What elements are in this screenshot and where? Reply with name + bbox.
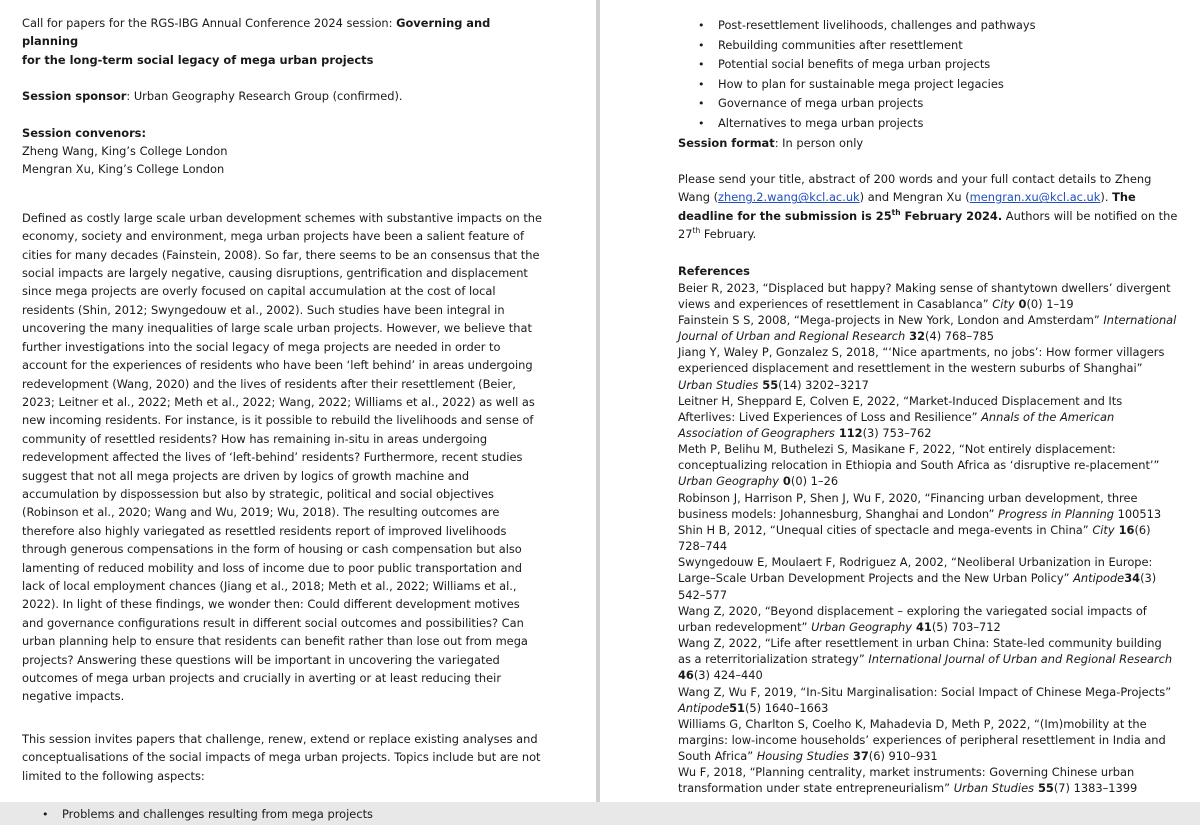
session-format: Session format: In person only	[678, 135, 864, 150]
list-item: • Post-resettlement livelihoods, challenges and pathways	[678, 16, 1178, 36]
reference-entry	[678, 635, 1178, 683]
reference-authors-title: Wu F, 2018, “Planning centrality, market instruments: Governing Chinese urban transformation under state entrepreneurialism”	[678, 765, 1135, 796]
invite-paragraph: This session invites papers that challenge, renew, extend or replace existing analyses and conceptualisations of the social impacts of mega urban projects. Topics include but are not limited to the following aspects:	[22, 731, 541, 783]
reference-entry	[678, 522, 1178, 554]
topic-list-right	[678, 16, 1178, 134]
reference-journal: Housing Studies	[756, 749, 849, 764]
reference-journal: City	[1092, 522, 1115, 537]
list-item: • Potential social benefits of mega urban projects	[678, 55, 1178, 75]
left-column	[22, 14, 542, 825]
reference-entry	[678, 603, 1178, 635]
email-link-mengran[interactable]: mengran.xu@kcl.ac.uk	[969, 190, 1101, 205]
reference-entry	[678, 280, 1178, 312]
submission-paragraph: Please send your title, abstract of 200 words and your full contact details to Zheng Wang (zheng.2.wang@kcl.ac.uk) and Mengran Xu (mengran.xu@kcl.ac.uk). The deadline for the submission is 25th February 2024. Authors will be notified on the 27th February.	[678, 171, 1178, 242]
convenor-1: Zheng Wang, King’s College London	[22, 144, 228, 159]
reference-authors-title: Williams G, Charlton S, Coelho K, Mahadevia D, Meth P, 2022, “(Im)mobility at the margins: low-income households’ experiences of peripheral resettlement in India and South Africa”	[678, 716, 1166, 764]
reference-journal: Urban Geography	[811, 619, 913, 634]
reference-entry	[678, 684, 1178, 716]
reference-pages: (0) 1–26	[790, 474, 839, 489]
reference-pages: (4) 768–785	[925, 329, 994, 344]
reference-volume: 32	[905, 329, 926, 344]
reference-journal: International Journal of Urban and Regional Research	[678, 312, 1177, 344]
reference-authors-title: Wang Z, 2022, “Life after resettlement in urban China: State-led community building as a reterritorialization strategy”	[678, 636, 1162, 667]
deadline: The deadline for the submission is 25th February 2024.	[678, 190, 1136, 223]
reference-entry	[678, 716, 1178, 764]
reference-entry	[678, 393, 1178, 441]
convenor-2: Mengran Xu, King’s College London	[22, 162, 225, 177]
right-column	[678, 14, 1178, 797]
reference-pages: (6) 728–744	[678, 522, 1151, 554]
reference-volume: 55	[1034, 781, 1054, 796]
session-title-line2: for the long-term social legacy of mega urban projects	[22, 52, 374, 67]
reference-volume: 16	[1114, 522, 1135, 537]
session-title: Governing and planning	[22, 16, 491, 49]
reference-journal: Antipode	[678, 700, 730, 715]
reference-pages: (0) 1–19	[1026, 296, 1074, 311]
reference-authors-title: Fainstein S S, 2008, “Mega-projects in New York, London and Amsterdam”	[678, 312, 1104, 327]
reference-journal: Annals of the American Association of Geographers	[678, 409, 1115, 440]
list-item: • Alternatives to mega urban projects	[678, 114, 1178, 134]
reference-volume: 37	[848, 749, 869, 764]
references-heading: References	[678, 263, 750, 278]
reference-volume: 46	[678, 668, 694, 683]
list-item: • Problems and challenges resulting from mega projects	[22, 805, 542, 825]
convenors-heading: Session convenors:	[22, 125, 147, 140]
reference-authors-title: Meth P, Belihu M, Buthelezi S, Masikane F, 2022, “Not entirely displacement: conceptualizing relocation in Ethiopia and South Africa as ‘disruptive re-placement’”	[678, 442, 1160, 473]
reference-pages: (6) 910–931	[868, 749, 938, 764]
reference-pages: (3) 424–440	[693, 668, 763, 683]
list-item: • How to plan for sustainable mega project legacies	[678, 75, 1178, 95]
reference-authors-title: Swyngedouw E, Moulaert F, Rodriguez A, 2002, “Neoliberal Urbanization in Europe: Large–Scale Urban Development Projects and the New Urban Policy”	[678, 555, 1153, 586]
reference-journal: Urban Studies	[953, 781, 1035, 796]
reference-authors-title: Shin H B, 2012, “Unequal cities of spectacle and mega-events in China”	[678, 522, 1093, 537]
reference-entry	[678, 344, 1178, 392]
reference-pages: (14) 3202–3217	[778, 377, 869, 392]
reference-entry	[678, 490, 1178, 522]
reference-pages: (3) 542–577	[678, 571, 1157, 602]
call-title: Call for papers for the RGS-IBG Annual Conference 2024 session: Governing and planning for the long-term social legacy of mega urban projects	[22, 16, 491, 67]
reference-authors-title: Beier R, 2023, “Displaced but happy? Making sense of shantytown dwellers’ divergent views and experiences of resettlement in Casablanca”	[678, 280, 1171, 311]
reference-entry	[678, 554, 1178, 602]
document-page-left	[0, 0, 596, 822]
document-page-right	[600, 0, 1200, 802]
reference-pages: (7) 1383–1399	[1053, 781, 1138, 796]
reference-authors-title: Robinson J, Harrison P, Shen J, Wu F, 2020, “Financing urban development, three business models: Johannesburg, Shanghai and London”	[678, 490, 1138, 521]
reference-authors-title: Jiang Y, Waley P, Gonzalez S, 2018, “‘Nice apartments, no jobs’: How former villagers experienced displacement and resettlement in the western suburbs of Shanghai”	[678, 345, 1165, 376]
reference-authors-title: Wang Z, Wu F, 2019, “In-Situ Marginalisation: Social Impact of Chinese Mega-Projects”	[678, 684, 1172, 699]
reference-volume: 51	[729, 700, 745, 715]
reference-journal: Antipode	[1073, 571, 1125, 586]
reference-journal: Urban Geography	[678, 474, 779, 489]
session-sponsor: Session sponsor: Urban Geography Research Group (confirmed).	[22, 89, 403, 104]
reference-volume: 0	[1014, 296, 1027, 311]
reference-journal: International Journal of Urban and Regional Research	[868, 652, 1173, 667]
references-section	[678, 262, 1178, 797]
reference-journal: City	[992, 296, 1015, 311]
reference-pages: (5) 1640–1663	[744, 700, 829, 715]
reference-volume: 55	[758, 377, 779, 392]
reference-pages: (3) 753–762	[862, 426, 932, 440]
reference-volume: 112	[834, 426, 863, 440]
reference-pages: (5) 703–712	[931, 619, 1001, 634]
reference-list	[678, 280, 1178, 797]
list-item: • Governance of mega urban projects	[678, 94, 1178, 114]
reference-entry	[678, 764, 1178, 796]
reference-entry	[678, 441, 1178, 489]
topic-list-left	[22, 805, 542, 825]
reference-authors-title: Wang Z, 2020, “Beyond displacement – exploring the variegated social impacts of urban redevelopment”	[678, 603, 1147, 634]
email-link-zheng[interactable]: zheng.2.wang@kcl.ac.uk	[718, 190, 860, 205]
reference-journal: Urban Studies	[678, 377, 759, 392]
reference-volume: 41	[912, 619, 932, 634]
reference-volume: 0	[778, 474, 791, 489]
list-item: • Rebuilding communities after resettlement	[678, 36, 1178, 56]
reference-authors-title: Leitner H, Sheppard E, Colven E, 2022, “Market-Induced Displacement and Its Afterlives: Lived Experiences of Loss and Resilience”	[678, 393, 1123, 424]
reference-volume: 34	[1124, 571, 1141, 586]
reference-journal: Progress in Planning	[998, 506, 1115, 521]
body-paragraph: Defined as costly large scale urban development schemes with substantive impacts on the economy, society and environment, mega urban projects have been a salient feature of cities for many decades (Fainstein, 2008). So far, there seems to be an consensus that the social impacts are largely negative, causing disruptions, gentrification and displacement since mega projects are overly focused on capital accumulation at the cost of local residents (Shin, 2012; Swyngedouw et al., 2002). Such studies have been integral in uncovering the many inequalities of large scale urban projects. However, we believe that further investigations into the social legacy of mega projects are needed in order to account for the experiences of residents who have been ‘left behind’ in areas undergoing redevelopment (Wang, 2020) and the lives of residents after their resettlement (Beier, 2023; Leitner et al., 2022; Meth et al., 2022; Wang, 2022; Williams et al., 2022) as well as new incoming residents. For instance, is it possible to rebuild the livelihoods and sense of community of resettled residents? How has remaining in-situ in areas undergoing redevelopment affected the lives of ‘left-behind’ residents? Furthermore, recent studies suggest that not all mega projects are driven by logics of growth machine and accumulation by dispossession but also by strategic, political and social objectives (Robinson et al., 2020; Wang and Wu, 2019; Wu, 2018). The resulting outcomes are therefore also highly variegated as resettled residents report of improved livelihoods through generous compensations in the form of housing or cash compensation but also lamenting of reduced mobility and loss of income due to poor public transportation and lack of local employment chances (Jiang et al., 2018; Meth et al., 2022; Williams et al., 2022). In light of these findings, we wonder then: Could different development motives and governance configurations result in different social outcomes and possibilities? Can urban planning help to ensure that residents can benefit rather than lose out from mega projects? Answering these questions will be important in uncovering the variegated outcomes of mega urban projects and crucially in averting or at least reducing their negative impacts.	[22, 210, 543, 704]
reference-pages: 100513	[1114, 506, 1162, 521]
reference-entry	[678, 312, 1178, 344]
